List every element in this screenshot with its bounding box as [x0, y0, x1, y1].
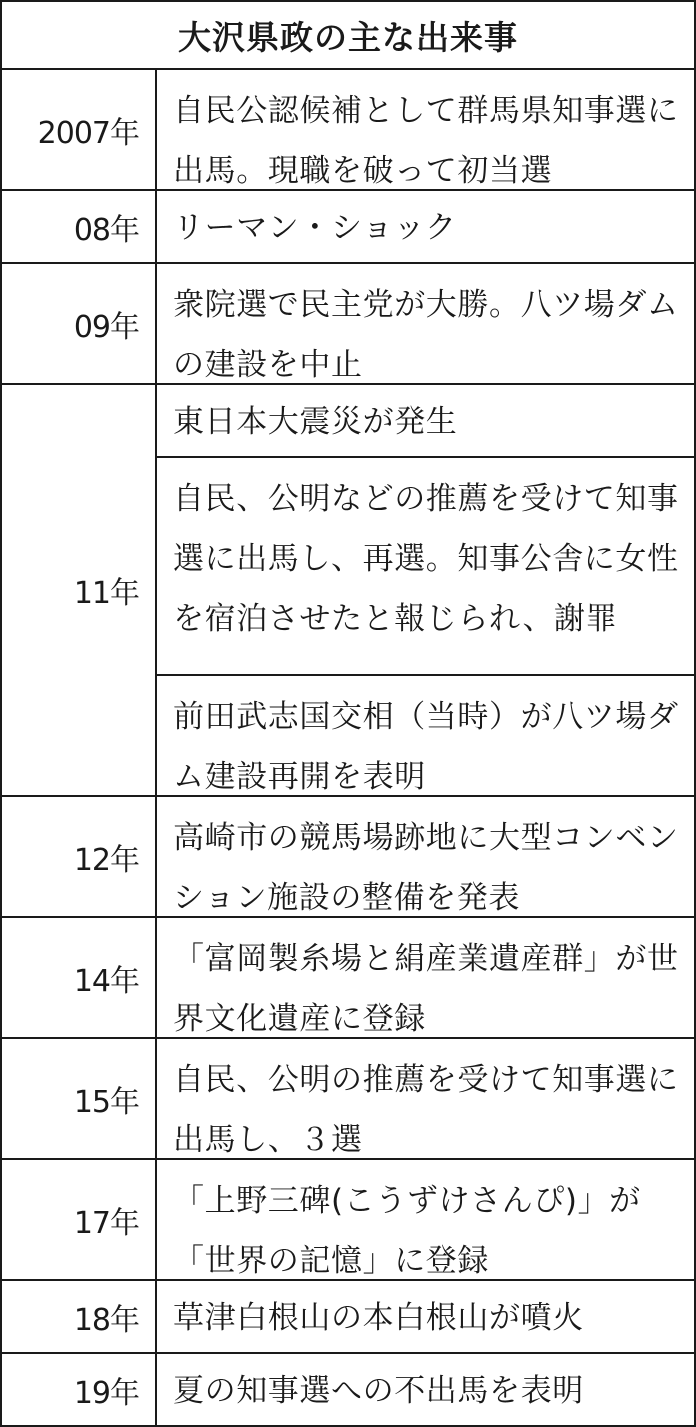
year-cell: 2007年	[2, 70, 157, 189]
table-row	[2, 1354, 694, 1425]
year-cell: 19年	[2, 1354, 157, 1425]
table-row	[2, 797, 694, 918]
year-cell: 11年	[2, 385, 157, 795]
year-cell: 18年	[2, 1281, 157, 1352]
year-cell: 17年	[2, 1160, 157, 1279]
event-cell: 前田武志国交相（当時）が八ツ場ダム建設再開を表明	[173, 699, 679, 795]
event-cell: 夏の知事選への不出馬を表明	[173, 1373, 584, 1409]
year-cell: 14年	[2, 918, 157, 1037]
table-title: 大沢県政の主な出来事	[2, 2, 694, 70]
event-cell: 自民、公明などの推薦を受けて知事選に出馬し、再選。知事公舎に女性を宿泊させたと報じられ、謝罪	[157, 458, 694, 676]
event-cell: 「上野三碑(こうずけさんぴ)」が「世界の記憶」に登録	[173, 1183, 641, 1279]
table-row	[2, 918, 694, 1039]
year-cell: 12年	[2, 797, 157, 916]
event-cell: 自民、公明の推薦を受けて知事選に出馬し、３選	[173, 1062, 679, 1158]
table-row	[2, 1281, 694, 1354]
event-cell: 「富岡製糸場と絹産業遺産群」が世界文化遺産に登録	[173, 941, 679, 1037]
table-row	[2, 264, 694, 385]
table-row	[2, 191, 694, 264]
event-cell: 東日本大震災が発生	[157, 385, 694, 458]
event-cell: 草津白根山の本白根山が噴火	[173, 1300, 584, 1336]
table-row	[2, 1160, 694, 1281]
event-cell: 高崎市の競馬場跡地に大型コンベンション施設の整備を発表	[173, 820, 679, 916]
table-row	[2, 70, 694, 191]
year-cell: 08年	[2, 191, 157, 262]
year-cell: 09年	[2, 264, 157, 383]
table-row	[2, 385, 694, 797]
year-cell: 15年	[2, 1039, 157, 1158]
event-cell: 衆院選で民主党が大勝。八ツ場ダムの建設を中止	[173, 287, 679, 383]
table-row	[2, 1039, 694, 1160]
event-cell: 自民公認候補として群馬県知事選に出馬。現職を破って初当選	[173, 93, 679, 189]
event-cell: リーマン・ショック	[173, 210, 457, 246]
